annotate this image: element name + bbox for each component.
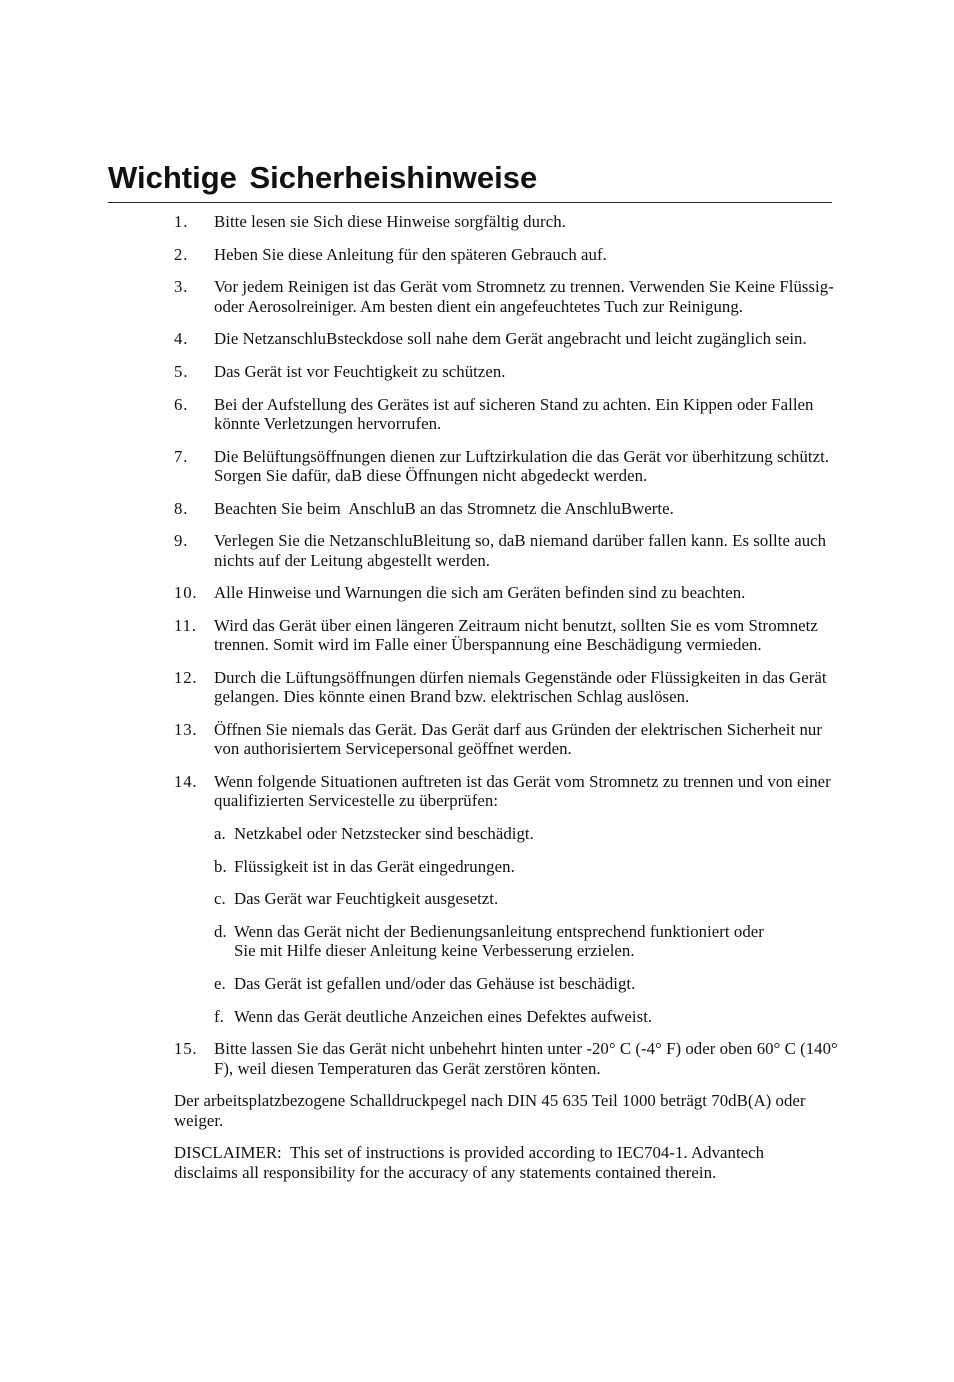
disclaimer-text: DISCLAIMER: This set of instructions is provided according to IEC704-1. Advantech disclaims all responsibility for the accuracy of any statements contained therein. [174,1143,769,1182]
sub-list-item [214,922,838,961]
list-item [174,329,838,348]
sub-list-item [214,857,838,876]
instructions-body [174,212,838,1195]
title-rule [108,202,832,203]
sub-list-item [214,889,838,908]
item-number: 5. [174,362,189,382]
sub-item-letter: a. [214,824,226,843]
item-number: 7. [174,446,189,466]
sub-item-letter: d. [214,922,227,942]
sub-list-item [214,824,838,843]
item-text: Bitte lesen sie Sich diese Hinweise sorgfältig durch. [214,212,566,231]
sub-item-letter: f. [214,1006,224,1026]
list-item [174,583,838,602]
item-text: Alle Hinweise und Warnungen die sich am Geräten befinden sind zu beachten. [214,583,746,603]
item-text: Durch die Lüftungsöffnungen dürfen niemals Gegenstände oder Flüssigkeiten in das Gerät gelangen. Dies könnte einen Brand bzw. elektrischen Schlag auslösen. [214,668,827,707]
list-item [174,720,838,759]
sub-item-text: Flüssigkeit ist in das Gerät eingedrungen. [234,856,515,876]
sub-item-text: Wenn das Gerät deutliche Anzeichen eines Defektes aufweist. [234,1006,653,1026]
sub-item-text: Das Gerät ist gefallen und/oder das Gehäuse ist beschädigt. [234,974,636,994]
item-text: Wird das Gerät über einen längeren Zeitraum nicht benutzt, sollten Sie es vom Stromnetz trennen. Somit wird im Falle einer Überspannung eine Beschädigung vermieden. [214,616,818,655]
list-item [174,668,838,707]
list-item [174,772,838,811]
item-number: 4. [174,329,189,349]
list-item [174,277,838,316]
sub-item-letter: b. [214,856,227,876]
list-item [174,362,838,381]
item-text: Verlegen Sie die NetzanschluBleitung so, daB niemand darüber fallen kann. Es sollte auch nichts auf der Leitung abgestellt werden. [214,531,827,570]
item-number: 10. [174,583,198,603]
sub-item-letter: c. [214,889,226,909]
item-text: Beachten Sie beim AnschluB an das Stromnetz die AnschluBwerte. [214,498,674,518]
sub-item-text: Das Gerät war Feuchtigkeit ausgesetzt. [234,889,499,909]
list-item [174,531,838,570]
item-number: 13. [174,720,198,740]
item-number: 14. [174,772,198,792]
page-title: Wichtige Sicherheishinweise [108,160,538,195]
item-text: Wenn folgende Situationen auftreten ist das Gerät vom Stromnetz zu trennen und von einer qualifizierten Servicestelle zu überprüfen: [214,772,831,811]
item-text: Das Gerät ist vor Feuchtigkeit zu schützen. [214,362,506,382]
list-item [174,499,838,518]
item-number: 1. [174,212,189,231]
item-number: 2. [174,244,189,264]
item-text: Öffnen Sie niemals das Gerät. Das Gerät darf aus Gründen der elektrischen Sicherheit nur von authorisiertem Servicepersonal geöffnet werden. [214,720,822,759]
noise-level-note: Der arbeitsplatzbezogene Schalldruckpegel nach DIN 45 635 Teil 1000 beträgt 70dB(A) oder weiger. [174,1091,806,1130]
list-item [174,616,838,655]
sub-item-letter: e. [214,974,226,994]
sub-list-item [214,974,838,993]
item-number: 6. [174,394,189,414]
item-text: Die Belüftungsöffnungen dienen zur Luftzirkulation die das Gerät vor überhitzung schützt. Sorgen Sie dafür, daB diese Öffnungen nicht abgedeckt werden. [214,446,830,486]
item-number: 11. [174,616,197,636]
list-item [174,212,838,231]
sub-item-text: Netzkabel oder Netzstecker sind beschädigt. [234,824,534,843]
list-item [174,395,838,434]
item-number: 9. [174,531,189,551]
list-item [174,447,838,486]
item-text: Die NetzanschluBsteckdose soll nahe dem Gerät angebracht und leicht zugänglich sein. [214,329,807,349]
item-number: 8. [174,498,189,518]
item-text: Vor jedem Reinigen ist das Gerät vom Stromnetz zu trennen. Verwenden Sie Keine Flüssig-oder Aerosolreiniger. Am besten dient ein angefeuchtetes Tuch zur Reinigung. [214,277,834,316]
list-item [174,245,838,264]
item-text: Bei der Aufstellung des Gerätes ist auf sicheren Stand zu achten. Ein Kippen oder Fallen könnte Verletzungen hervorrufen. [214,394,814,434]
item-text: Bitte lassen Sie das Gerät nicht unbehehrt hinten unter -20° C (-4° F) oder oben 60° C (140° F), weil diesen Temperaturen das Gerät zerstören könten. [214,1039,838,1078]
sub-list-item [214,1007,838,1026]
sub-item-text: Wenn das Gerät nicht der Bedienungsanleitung entsprechend funktioniert oder Sie mit Hilfe dieser Anleitung keine Verbesserung erzielen. [234,922,764,961]
item-number: 3. [174,277,189,297]
item-number: 12. [174,668,198,688]
item-number: 15. [174,1039,198,1059]
item-text: Heben Sie diese Anleitung für den späteren Gebrauch auf. [214,244,607,264]
list-item [174,1039,838,1078]
